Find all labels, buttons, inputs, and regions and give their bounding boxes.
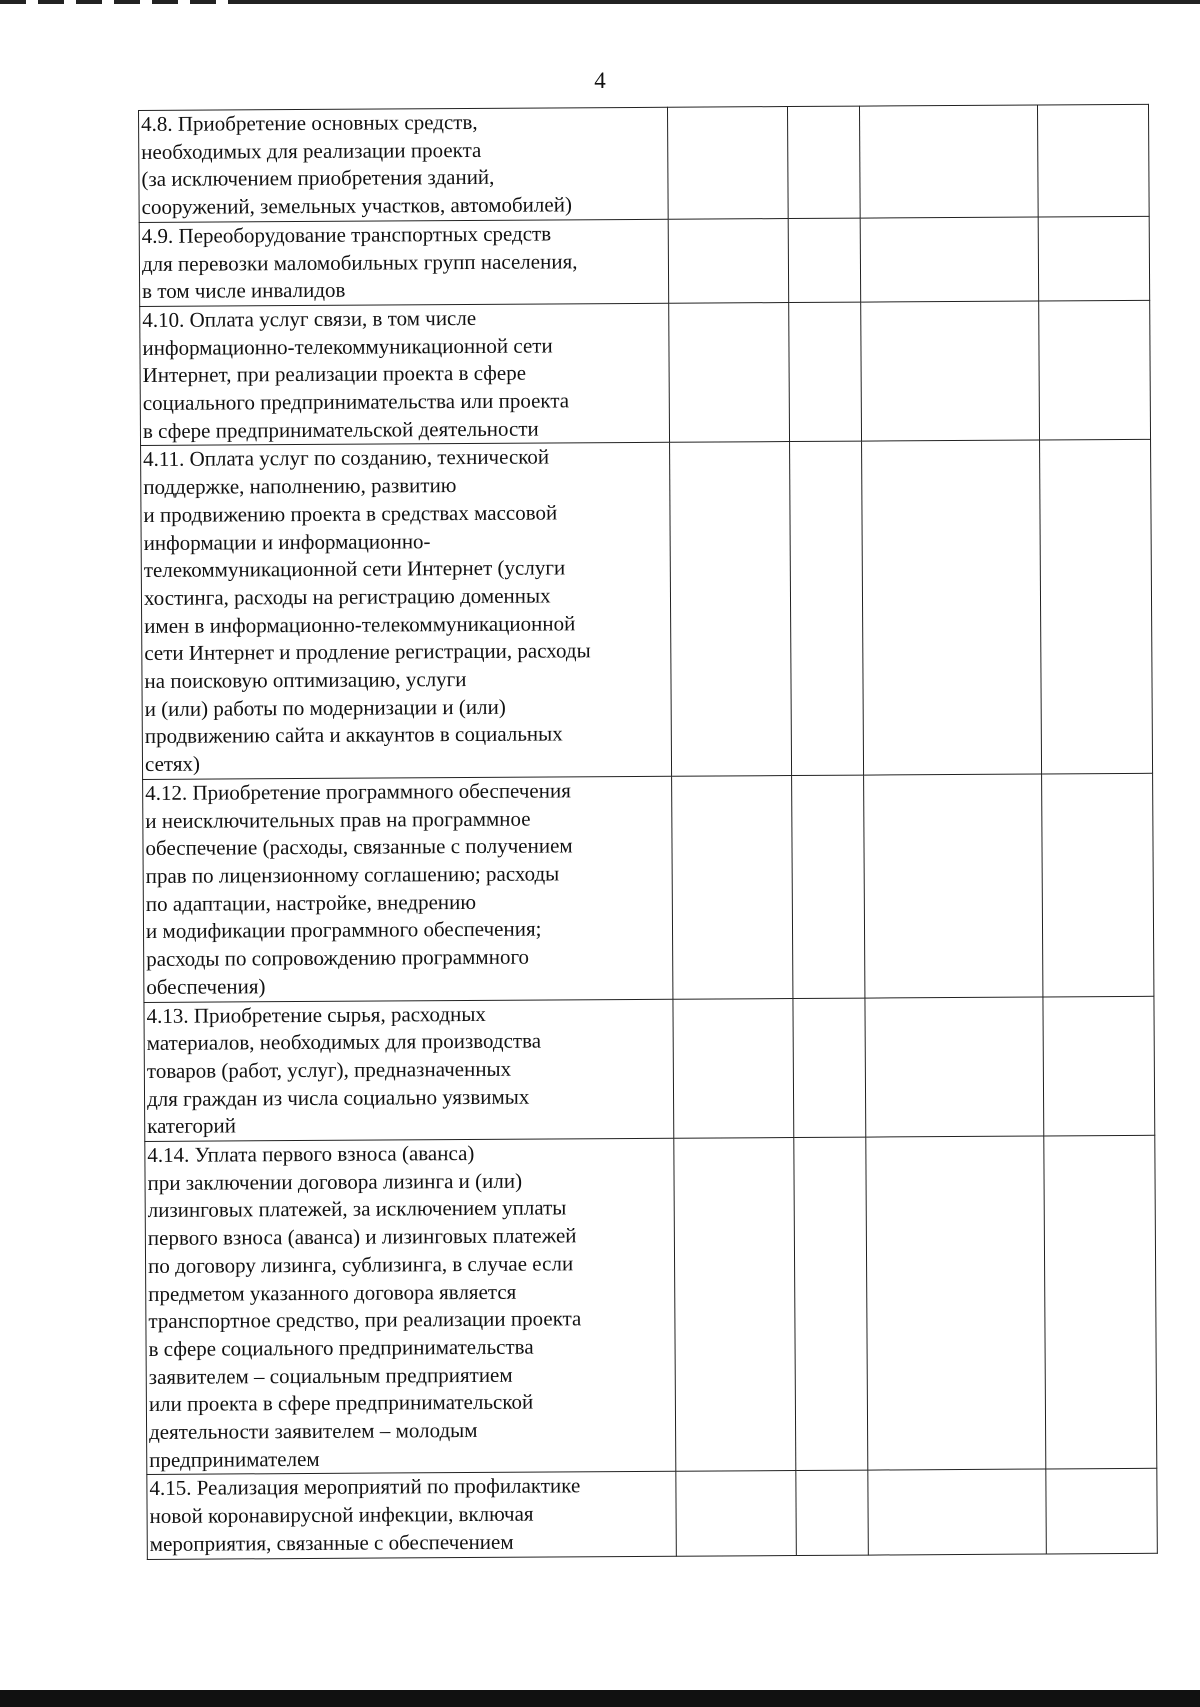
scan-top-edge-dashes xyxy=(0,0,240,4)
table-cell xyxy=(1038,216,1150,301)
row-description: 4.8. Приобретение основных средств, необходимых для реализации проекта (за исключением приобретения зданий, сооружений, земельных участков, автомобилей) xyxy=(139,107,669,222)
table-cell xyxy=(787,106,860,218)
row-description: 4.9. Переоборудование транспортных средств для перевозки маломобильных групп населения, в том числе инвалидов xyxy=(139,219,669,306)
table-row xyxy=(147,1469,1157,1559)
table-row xyxy=(141,440,1153,780)
table-cell xyxy=(1044,1135,1157,1469)
table-cell xyxy=(1040,440,1153,774)
table-cell xyxy=(865,996,1044,1137)
row-description: 4.14. Уплата первого взноса (аванса) при заключении договора лизинга и (или) лизинговых платежей, за исключением уплаты первого взноса (аванса) и лизинговых платежей по договору лизинга, сублизинга, в случае если предметом указанного договора является транспортное средство, при реализации проекта в сфере социального предпринимательства заявителем – социальным предприятием или проекта в сфере предпринимательской деятельности заявителем – молодым предпринимателем xyxy=(145,1138,676,1475)
table-cell xyxy=(788,218,861,303)
table-cell xyxy=(790,442,864,776)
table-row xyxy=(139,104,1150,222)
table-cell xyxy=(792,775,865,998)
table-cell xyxy=(796,1471,869,1556)
expense-table xyxy=(138,104,1158,1560)
table-cell xyxy=(668,218,789,303)
table-row xyxy=(139,216,1149,306)
table-cell xyxy=(672,775,793,998)
table-cell xyxy=(868,1469,1047,1554)
table-row xyxy=(140,300,1151,446)
table-cell xyxy=(667,107,788,220)
table-cell xyxy=(670,442,792,776)
table-row xyxy=(145,1135,1157,1475)
table-row xyxy=(144,996,1155,1142)
table-cell xyxy=(793,998,866,1138)
table-cell xyxy=(673,998,794,1138)
table-cell xyxy=(860,217,1039,302)
table-cell xyxy=(669,302,790,442)
table-cell xyxy=(1037,104,1149,216)
table-cell xyxy=(1046,1469,1158,1554)
row-description: 4.15. Реализация мероприятий по профилактике новой коронавирусной инфекции, включая мероприятия, связанные с обеспечением xyxy=(147,1472,677,1559)
table-cell xyxy=(1042,773,1154,996)
table-cell xyxy=(674,1138,796,1472)
scan-bottom-edge xyxy=(0,1690,1200,1707)
row-description: 4.11. Оплата услуг по созданию, технической поддержке, наполнению, развитию и продвижению проекта в средствах массовой информации и информационно- телекоммуникационной сети Интернет (услуги хостинга, расходы на регистрацию доменных имен в информационно-телекоммуникационной сети Интернет и продление регистрации, расходы на поисковую оптимизацию, услуги и (или) работы по модернизации и (или) продвижению сайта и аккаунтов в социальных сетях) xyxy=(141,443,672,780)
table-cell xyxy=(1039,300,1151,440)
page-number: 4 xyxy=(594,68,606,93)
row-description: 4.12. Приобретение программного обеспечения и неисключительных прав на программное обеспечение (расходы, связанные с получением прав по лицензионному соглашению; расходы по адаптации, настройке, внедрению и модификации программного обеспечения; расходы по сопровождению программного обеспечения) xyxy=(143,776,673,1002)
table-cell xyxy=(1043,996,1155,1136)
table-cell xyxy=(789,302,862,442)
table-cell xyxy=(861,301,1040,442)
table-cell xyxy=(676,1471,797,1556)
table-row xyxy=(143,773,1154,1002)
table-cell xyxy=(859,105,1038,218)
table-cell xyxy=(866,1136,1046,1471)
table-cell xyxy=(794,1137,868,1471)
row-description: 4.13. Приобретение сырья, расходных материалов, необходимых для производства товаров (работ, услуг), предназначенных для граждан из числа социально уязвимых категорий xyxy=(144,999,674,1142)
table-cell xyxy=(862,440,1042,775)
row-description: 4.10. Оплата услуг связи, в том числе информационно-телекоммуникационной сети Интернет, при реализации проекта в сфере социального предпринимательства или проекта в сфере предпринимательской деятельности xyxy=(140,303,670,446)
table-cell xyxy=(864,774,1043,998)
